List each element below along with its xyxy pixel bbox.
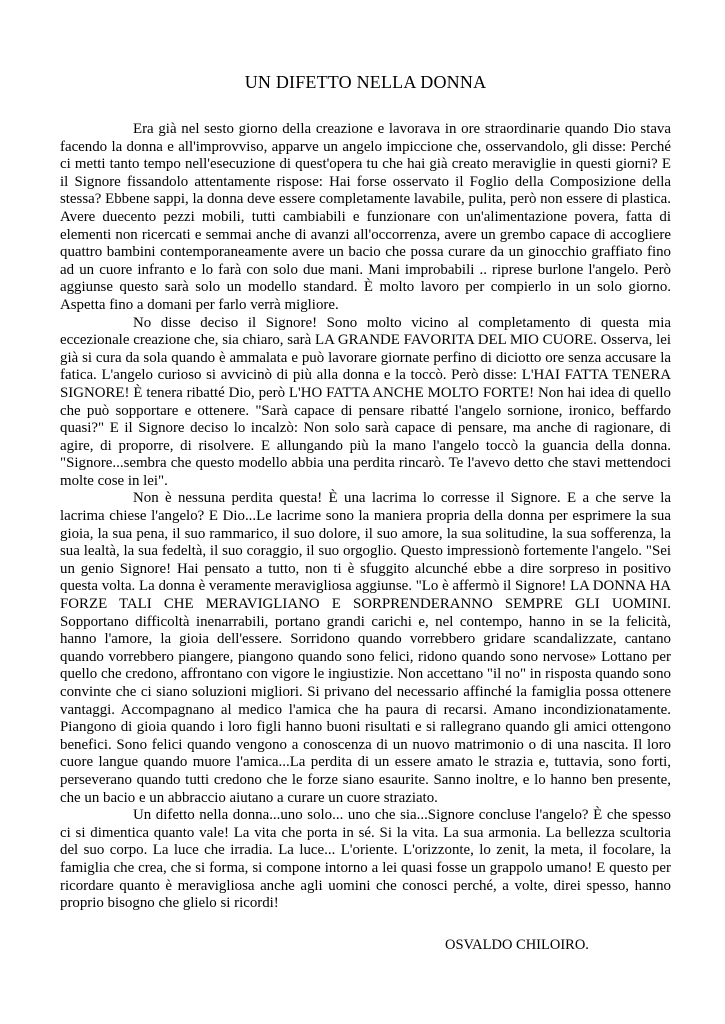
author-signature: OSVALDO CHILOIRO. bbox=[445, 937, 589, 953]
paragraph-3: Non è nessuna perdita questa! È una lacrima lo corresse il Signore. E a che serve la lacrima chiese l'angelo? E Dio...Le lacrime sono la maniera propria della donna per esprimere la sua gioia, la sua pena, il suo rammarico, il suo dolore, il suo amore, la sua solitudine, la sua sofferenza, la sua lealtà, la sua fedeltà, il suo coraggio, il suo orgoglio. Questo impressionò fortemente l'angelo. "Sei un genio Signore! Hai pensato a tutto, non ti è sfuggito alcunché ebbe a dire sorpreso in positivo questa volta. La donna è veramente meravigliosa aggiunse. "Lo è affermò il Signore! LA DONNA HA FORZE TALI CHE MERAVIGLIANO E SORPRENDERANNO SEMPRE GLI UOMINI. Sopportano difficoltà inenarrabili, portano grandi carichi e, nel contempo, hanno in se la felicità, hanno l'amore, la gioia dell'essere. Sorridono quando vorrebbero gridare scandalizzate, cantano quando vorrebbero piangere, piangono quando sono felici, ridono quando sono nervose» Lottano per quello che credono, affrontano con vigore le ingiustizie. Non accettano "il no" in risposta quando sono convinte che ci siano soluzioni migliori. Si privano del necessario affinché la famiglia possa ottenere vantaggi. Accompagnano al medico l'amica che ha paura di recarsi. Amano incondizionatamente. Piangono di gioia quando i loro figli hanno buoni risultati e si rallegrano quando gli amici ottengono benefici. Sono felici quando vengono a conoscenza di un nuovo matrimonio o di una nascita. Il loro cuore langue quando muore l'amica...La perdita di un essere amato le strazia e, tuttavia, sono forti, perseverano quando tutti credono che le forze siano esaurite. Sanno inoltre, e lo hanno ben presente, che un bacio e un abbraccio aiutano a curare un cuore straziato. bbox=[60, 490, 671, 806]
document-page bbox=[60, 0, 671, 1024]
paragraph-4: Un difetto nella donna...uno solo... uno che sia...Signore concluse l'angelo? È che spesso ci si dimentica quanto vale! La vita che porta in sé. Si la vita. La sua armonia. La bellezza scultoria del suo corpo. La luce che irradia. La luce... L'oriente. L'orizzonte, lo zenit, la meta, il focolare, la famiglia che crea, che si forma, si compone intorno a lei quasi fosse un grappolo umano! E questo per ricordare quanto è meravigliosa anche agli uomini che conosci perché, a volte, direi spesso, hanno proprio bisogno che glielo si ricordi! bbox=[60, 807, 671, 912]
document-body bbox=[60, 121, 671, 913]
paragraph-2: No disse deciso il Signore! Sono molto vicino al completamento di questa mia eccezionale creazione che, sia chiaro, sarà LA GRANDE FAVORITA DEL MIO CUORE. Osserva, lei già si cura da sola quando è ammalata e può lavorare giornate perfino di diciotto ore senza accusare la fatica. L'angelo curioso si avvicinò di più alla donna e la toccò. Però disse: L'HAI FATTA TENERA SIGNORE! È tenera ribatté Dio, però L'HO FATTA ANCHE MOLTO FORTE! Non hai idea di quello che può sopportare e ottenere. "Sarà capace di pensare ribatté l'angelo sornione, ironico, beffardo quasi?" E il Signore deciso lo incalzò: Non solo sarà capace di pensare, ma anche di ragionare, di agire, di proporre, di risolvere. E allungando più la mano l'angelo toccò la guancia della donna. "Signore...sembra che questo modello abbia una perdita rincarò. Te l'avevo detto che stavi mettendoci molte cose in lei". bbox=[60, 314, 671, 489]
paragraph-1: Era già nel sesto giorno della creazione e lavorava in ore straordinarie quando Dio stava facendo la donna e all'improvviso, apparve un angelo impiccione che, osservandolo, gli disse: Perché ci metti tanto tempo nell'esecuzione di quest'opera tu che hai già creato meraviglie in questi giorni? E il Signore fissandolo attentamente rispose: Hai forse osservato il Foglio della Composizione della stessa? Ebbene sappi, la donna deve essere completamente lavabile, pulita, però non essere di plastica. Avere duecento pezzi mobili, tutti cambiabili e funzionare con un'alimentazione povera, fatta di elementi non ricercati e semmai anche di avanzi all'occorrenza, avere un grembo capace di accogliere quattro bambini contemporaneamente avere un bacio che possa curare da un ginocchio graffiato fino ad un cuore infranto e lo farà con solo due mani. Mani improbabili .. riprese burlone l'angelo. Però aggiunse questo sarà solo un modello standard. È molto lavoro per compierlo in un solo giorno. Aspetta fino a domani per farlo verrà migliore. bbox=[60, 121, 671, 313]
document-title: UN DIFETTO NELLA DONNA bbox=[244, 72, 487, 92]
